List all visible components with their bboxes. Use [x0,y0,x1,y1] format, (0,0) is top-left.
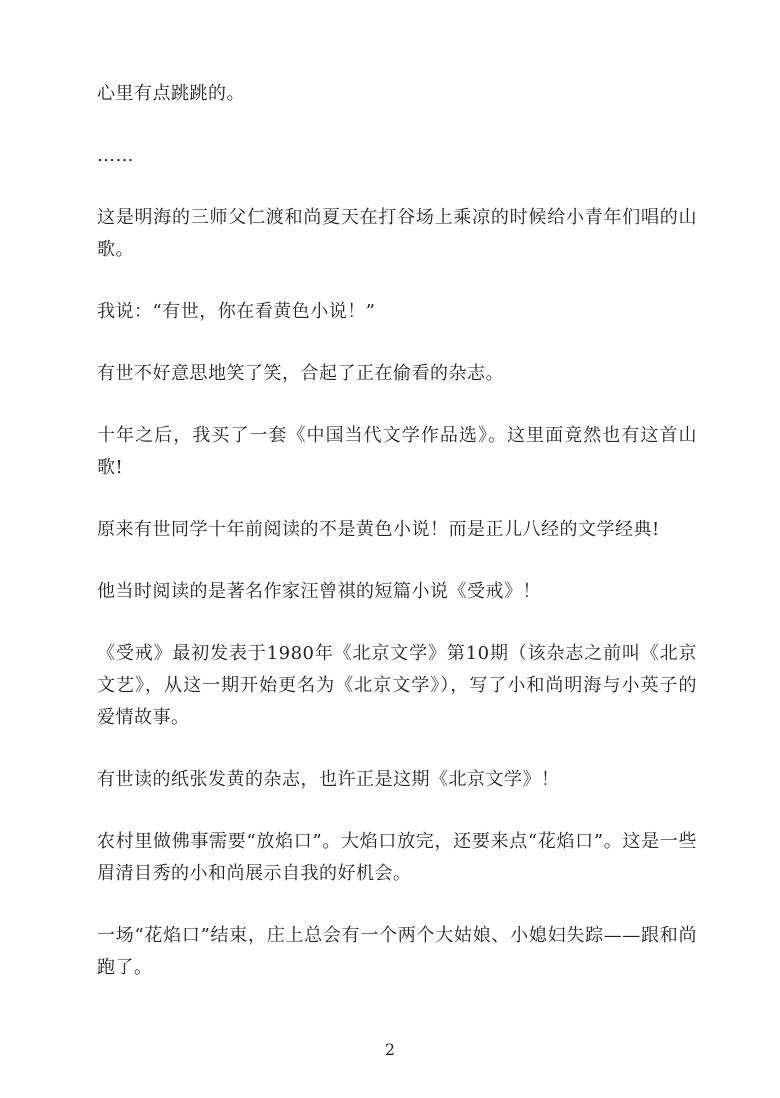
page-number: 2 [384,1040,396,1059]
paragraph: 一场“花焰口”结束，庄上总会有一个两个大姑娘、小媳妇失踪——跟和尚跑了。 [97,925,697,978]
paragraph: 原来有世同学十年前阅读的不是黄色小说！而是正儿八经的文学经典! [97,519,660,540]
paragraph: 心里有点跳跳的。 [97,83,245,104]
paragraph: 《受戒》最初发表于1980年《北京文学》第10期（该杂志之前叫《北京文艺》，从这一期开始更名为《北京文学》），写了小和尚明海与小英子的爱情故事。 [97,643,697,728]
paragraph: …… [97,145,134,166]
paragraph: 农村里做佛事需要“放焰口”。大焰口放完，还要来点“花焰口”。这是一些眉清目秀的小和尚展示自我的好机会。 [97,831,697,884]
paragraph: 这是明海的三师父仁渡和尚夏天在打谷场上乘凉的时候给小青年们唱的山歌。 [97,207,697,260]
paragraph: 有世不好意思地笑了笑，合起了正在偷看的杂志。 [97,363,504,384]
paragraph: 他当时阅读的是著名作家汪曾祺的短篇小说《受戒》！ [97,581,541,602]
page-body [97,78,697,984]
paragraph: 我说：“有世，你在看黄色小说！” [97,301,376,322]
paragraph: 十年之后，我买了一套《中国当代文学作品选》。这里面竟然也有这首山歌! [97,425,697,478]
paragraph: 有世读的纸张发黄的杂志，也许正是这期《北京文学》！ [97,769,560,790]
